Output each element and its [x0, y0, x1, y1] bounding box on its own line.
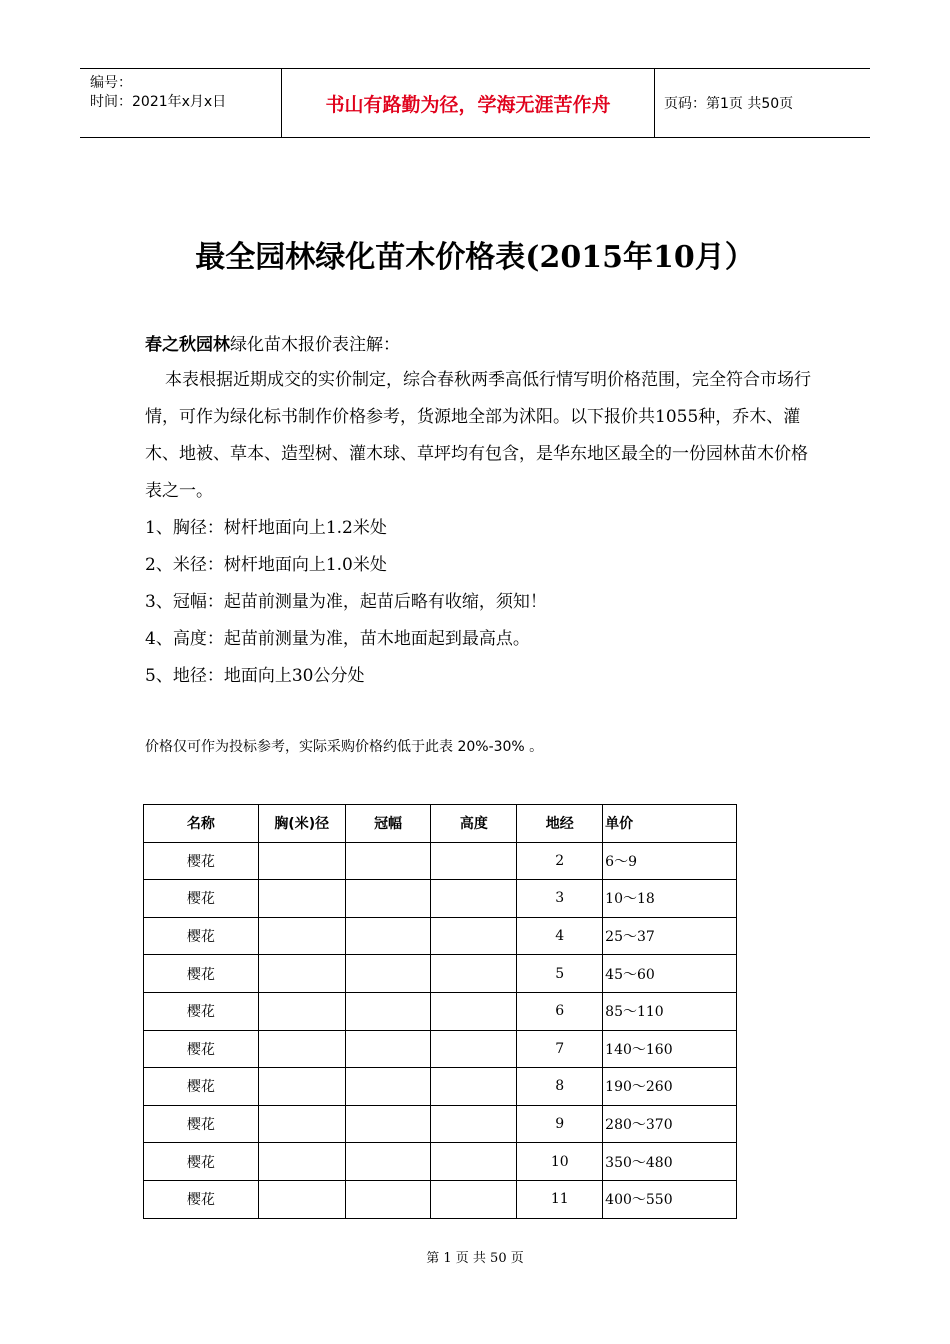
cell-height [431, 992, 517, 1030]
price-note: 价格仅可作为投标参考，实际采购价格约低于此表 20%-30% 。 [145, 739, 544, 755]
cell-crown [345, 1068, 431, 1106]
table-header-row [144, 805, 737, 843]
table-row [144, 842, 737, 880]
definition-item: 2、米径：树杆地面向上1.0米处 [145, 555, 387, 575]
cell-dbh [258, 992, 345, 1030]
document-header [80, 68, 870, 138]
header-page-info: 页码：第1页 共50页 [664, 96, 794, 112]
col-header-ground-diameter: 地经 [517, 805, 603, 843]
table-row [144, 880, 737, 918]
col-header-height: 高度 [431, 805, 517, 843]
definition-item: 5、地径：地面向上30公分处 [145, 666, 365, 686]
cell-ground-diameter: 3 [517, 880, 603, 918]
cell-height [431, 1180, 517, 1218]
table-row [144, 917, 737, 955]
cell-crown [345, 955, 431, 993]
cell-height [431, 1105, 517, 1143]
cell-height [431, 955, 517, 993]
cell-crown [345, 1180, 431, 1218]
header-motto: 书山有路勤为径，学海无涯苦作舟 [281, 69, 655, 137]
cell-dbh [258, 842, 345, 880]
cell-name: 樱花 [144, 842, 259, 880]
cell-dbh [258, 917, 345, 955]
definition-list [145, 510, 815, 695]
col-header-crown: 冠幅 [345, 805, 431, 843]
cell-name: 樱花 [144, 1030, 259, 1068]
cell-price: 45～60 [603, 955, 737, 993]
cell-name: 樱花 [144, 1180, 259, 1218]
cell-crown [345, 1105, 431, 1143]
cell-dbh [258, 1180, 345, 1218]
time-label: 时间：2021年x月x日 [90, 94, 227, 110]
cell-price: 10～18 [603, 880, 737, 918]
page-footer: 第 1 页 共 50 页 [426, 1251, 524, 1266]
table-row [144, 1105, 737, 1143]
cell-name: 樱花 [144, 917, 259, 955]
cell-crown [345, 917, 431, 955]
intro-heading-rest: 绿化苗木报价表注解： [230, 335, 400, 355]
definition-item: 3、冠幅：起苗前测量为准，起苗后略有收缩，须知！ [145, 592, 547, 612]
cell-height [431, 842, 517, 880]
cell-price: 280～370 [603, 1105, 737, 1143]
cell-ground-diameter: 9 [517, 1105, 603, 1143]
cell-price: 190～260 [603, 1068, 737, 1106]
cell-height [431, 880, 517, 918]
table-row [144, 955, 737, 993]
intro-heading [145, 332, 815, 358]
cell-name: 樱花 [144, 1143, 259, 1181]
table-row [144, 1143, 737, 1181]
cell-name: 樱花 [144, 880, 259, 918]
cell-crown [345, 992, 431, 1030]
cell-ground-diameter: 5 [517, 955, 603, 993]
cell-dbh [258, 1105, 345, 1143]
cell-price: 85～110 [603, 992, 737, 1030]
intro-heading-bold: 春之秋园林 [145, 335, 230, 355]
cell-dbh [258, 880, 345, 918]
table-row [144, 1180, 737, 1218]
cell-crown [345, 1030, 431, 1068]
cell-ground-diameter: 8 [517, 1068, 603, 1106]
cell-height [431, 1030, 517, 1068]
intro-section [145, 332, 815, 695]
cell-ground-diameter: 10 [517, 1143, 603, 1181]
header-meta [80, 69, 280, 137]
cell-price: 140～160 [603, 1030, 737, 1068]
cell-dbh [258, 955, 345, 993]
cell-name: 樱花 [144, 992, 259, 1030]
col-header-dbh: 胸(米)径 [258, 805, 345, 843]
intro-paragraph: 本表根据近期成交的实价制定，综合春秋两季高低行情写明价格范围，完全符合市场行情，可作为绿化标书制作价格参考，货源地全部为沭阳。以下报价共1055种，乔木、灌木、地被、草本、造型树、灌木球、草坪均有包含，是华东地区最全的一份园林苗木价格表之一。 [145, 370, 811, 501]
definition-item: 1、胸径：树杆地面向上1.2米处 [145, 518, 387, 538]
cell-crown [345, 880, 431, 918]
col-header-price: 单价 [603, 805, 737, 843]
cell-ground-diameter: 7 [517, 1030, 603, 1068]
price-table [143, 804, 737, 1219]
cell-price: 350～480 [603, 1143, 737, 1181]
table-row [144, 992, 737, 1030]
page-title: 最全园林绿化苗木价格表(2015年10月） [195, 240, 755, 275]
cell-crown [345, 842, 431, 880]
cell-name: 樱花 [144, 1105, 259, 1143]
cell-dbh [258, 1143, 345, 1181]
cell-height [431, 1068, 517, 1106]
table-row [144, 1068, 737, 1106]
cell-dbh [258, 1068, 345, 1106]
cell-ground-diameter: 2 [517, 842, 603, 880]
col-header-name: 名称 [144, 805, 259, 843]
cell-price: 6～9 [603, 842, 737, 880]
table-row [144, 1030, 737, 1068]
cell-ground-diameter: 11 [517, 1180, 603, 1218]
cell-height [431, 1143, 517, 1181]
cell-ground-diameter: 6 [517, 992, 603, 1030]
definition-item: 4、高度：起苗前测量为准，苗木地面起到最高点。 [145, 629, 530, 649]
cell-ground-diameter: 4 [517, 917, 603, 955]
cell-crown [345, 1143, 431, 1181]
cell-price: 400～550 [603, 1180, 737, 1218]
cell-height [431, 917, 517, 955]
cell-price: 25～37 [603, 917, 737, 955]
cell-name: 樱花 [144, 955, 259, 993]
cell-name: 樱花 [144, 1068, 259, 1106]
cell-dbh [258, 1030, 345, 1068]
number-label: 编号： [90, 75, 132, 91]
